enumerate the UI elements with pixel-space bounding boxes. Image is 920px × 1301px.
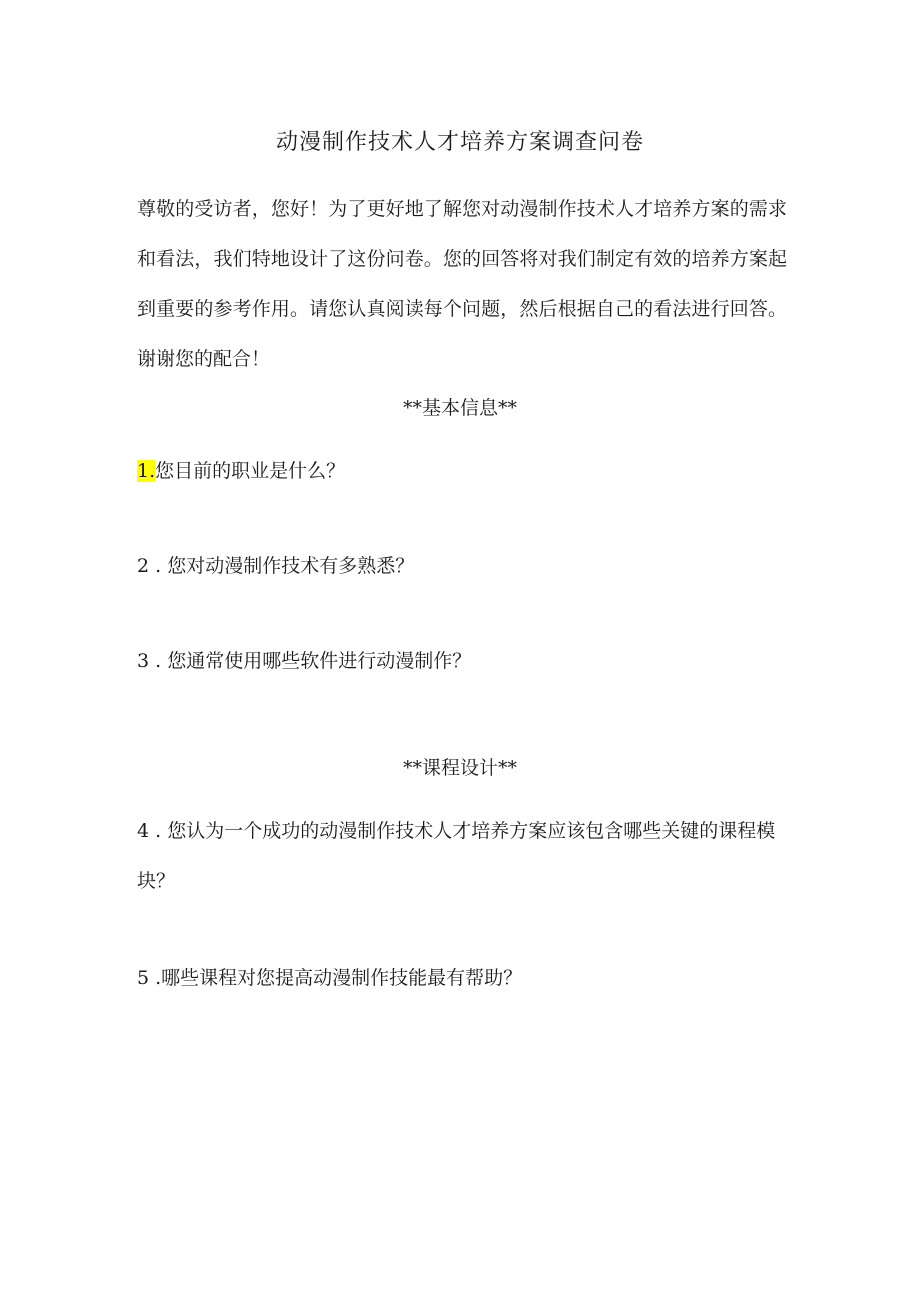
question-number: 5 (137, 967, 150, 989)
question-5 (137, 955, 787, 1001)
question-2 (137, 543, 787, 589)
section-heading-basic-info: **基本信息** (402, 397, 517, 419)
question-text: .哪些课程对您提高动漫制作技能最有帮助？ (149, 967, 523, 989)
question-text: 您目前的职业是什么？ (155, 460, 346, 482)
question-number: 3 (137, 650, 150, 672)
question-3 (137, 638, 787, 684)
question-text: . 您对动漫制作技术有多熟悉？ (149, 555, 415, 577)
question-number-highlight: 1. (137, 460, 156, 482)
question-number: 2 (137, 555, 150, 577)
section-heading-course-design: **课程设计** (402, 757, 517, 779)
question-text: . 您认为一个成功的动漫制作技术人才培养方案应该包含哪些关键的课程模块？ (137, 820, 776, 892)
question-text: . 您通常使用哪些软件进行动漫制作？ (149, 650, 472, 672)
question-1 (137, 448, 787, 494)
intro-text: 尊敬的受访者，您好！为了更好地了解您对动漫制作技术人才培养方案的需求和看法，我们特地设计了这份问卷。您的回答将对我们制定有效的培养方案起到重要的参考作用。请您认真阅读每个问题，然后根据自己的看法进行回答。谢谢您的配合！ (137, 198, 787, 370)
intro-paragraph (137, 184, 787, 384)
question-number: 4 (137, 820, 150, 842)
question-4 (137, 806, 787, 906)
document-title: 动漫制作技术人才培养方案调查问卷 (275, 130, 644, 155)
